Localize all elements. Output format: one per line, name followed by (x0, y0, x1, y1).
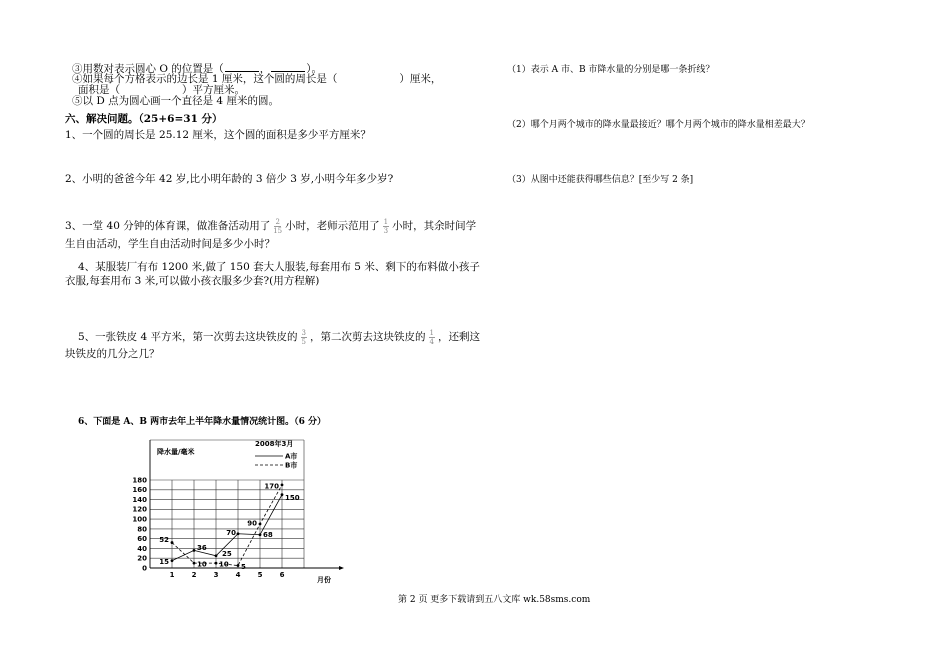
problem2-text: 2、小明的爸爸今年 42 岁,比小明年龄的 3 倍少 3 岁,小明今年多少岁? (65, 173, 394, 185)
problem5-line2: 块铁皮的几分之几？ (65, 348, 160, 360)
legend-label-series-2: B市 (285, 461, 298, 470)
series-1-data-label: 70 (226, 529, 236, 538)
x-axis-title: 月份 (317, 576, 331, 584)
x-tick-label: 4 (235, 571, 241, 579)
y-tick-label: 60 (137, 535, 147, 544)
fraction (429, 329, 435, 346)
fraction-denominator: 4 (429, 337, 434, 346)
problem3-text-c: 小时，其余时间学 (392, 220, 477, 232)
legend-label-series-1: A市 (285, 452, 298, 461)
y-tick-label: 40 (137, 544, 147, 553)
problem3-line2: 生自由活动，学生自由活动时间是多少小时？ (65, 238, 275, 250)
y-tick-label: 120 (132, 505, 147, 514)
problem5-text-b: ，第二次剪去这块铁皮的 (310, 331, 426, 343)
series-1-point (171, 559, 174, 562)
series-1-data-label: 150 (285, 494, 300, 503)
problem4-line1: 4、某服装厂有布 1200 米,做了 150 套大人服装,每套用布 5 米、剩下的布料做小孩子 (78, 261, 480, 273)
item4-area-after: ）平方厘米。 (182, 84, 245, 96)
item4-area-before: 面积是（ (78, 84, 120, 96)
item5-line: ⑤以 D 点为圆心画一个直径是 4 厘米的圆。 (72, 95, 279, 107)
problem5-line1 (78, 328, 480, 346)
section6-heading: 六、解决问题。（25+6=31 分） (65, 113, 223, 125)
fraction (273, 218, 282, 235)
fraction-numerator: 1 (383, 217, 389, 226)
problem4-line2: 衣服,每套用布 3 米,可以做小孩衣服多少套?(用方程解) (65, 275, 320, 287)
answer-blank (271, 62, 305, 72)
series-2-data-label: 10 (219, 560, 229, 569)
problem6-text: 6、下面是 A、B 两市去年上半年降水量情况统计图。（6 分） (78, 417, 327, 427)
x-tick-label: 2 (191, 571, 197, 579)
answer-blank (225, 62, 259, 72)
chart-question-1: （1）表示 A 市、B 市降水量的分别是哪一条折线？ (507, 65, 715, 75)
problem3-line1 (65, 217, 476, 235)
problem5-text-a: 5、一张铁皮 4 平方米，第一次剪去这块铁皮的 (78, 331, 298, 343)
series-2-point (259, 523, 262, 526)
series-1-data-label: 15 (159, 558, 169, 567)
y-tick-label: 140 (132, 495, 147, 504)
y-axis-title: 降水量/毫米 (157, 448, 195, 456)
chart-question-2: （2）哪个月两个城市的降水量最接近？哪个月两个城市的降水量相差最大？ (507, 120, 810, 130)
series-2-data-label: 170 (264, 482, 279, 491)
item3-text-middle: ， (259, 63, 271, 75)
fraction (301, 329, 307, 346)
problem1-text: 1、一个圆的周长是 25.12 厘米，这个圆的面积是多少平方厘米？ (65, 129, 371, 141)
series-2-point (171, 541, 174, 544)
x-tick-label: 3 (213, 571, 219, 579)
series-2-point (193, 562, 196, 565)
x-tick-label: 1 (169, 571, 175, 579)
fraction (383, 218, 389, 235)
x-tick-label: 6 (279, 571, 285, 579)
y-tick-label: 80 (137, 525, 147, 534)
series-2-data-label: 52 (159, 535, 169, 544)
item4-text-before: ④如果每个方格表示的边长是 1 厘米，这个圆的周长是（ (72, 73, 338, 85)
series-2-data-label: 5 (241, 562, 246, 571)
series-1-point (281, 493, 284, 496)
fraction-numerator: 3 (301, 328, 307, 337)
rainfall-line-chart (125, 432, 350, 587)
x-axis-arrow-icon (339, 566, 344, 570)
y-tick-label: 180 (132, 476, 147, 485)
series-2-point (215, 562, 218, 565)
series-1-data-label: 25 (222, 550, 232, 559)
x-tick-label: 5 (257, 571, 263, 579)
legend-title: 2008年3月 (255, 440, 294, 448)
page-footer: 第 2 页 更多下载请到五八文库 wk.58sms.com (398, 595, 591, 605)
series-2-point (237, 564, 240, 567)
series-2-data-label: 10 (197, 560, 207, 569)
y-tick-label: 20 (137, 554, 147, 563)
fraction-denominator: 3 (383, 226, 389, 235)
problem3-text-a: 3、一堂 40 分钟的体育课，做准备活动用了 (65, 220, 271, 232)
y-tick-label: 100 (132, 515, 147, 524)
series-2-data-label: 90 (247, 519, 257, 528)
series-2-point (281, 483, 284, 486)
item3-text-after: ）。 (306, 63, 323, 75)
fraction-denominator: 5 (301, 337, 307, 346)
series-1-point (193, 549, 196, 552)
fraction-numerator: 1 (429, 328, 434, 337)
fraction-denominator: 15 (273, 226, 283, 235)
series-1-point (237, 532, 240, 535)
series-1-data-label: 36 (197, 543, 207, 552)
item3-text-before: ③用数对表示圆心 O 的位置是（ (72, 63, 224, 75)
series-1-point (215, 554, 218, 557)
series-1-point (259, 533, 262, 536)
y-tick-label: 160 (132, 486, 147, 495)
fraction-numerator: 2 (275, 217, 280, 226)
series-1-data-label: 68 (263, 531, 273, 540)
problem5-text-c: ，还剩这 (437, 331, 480, 343)
chart-question-3: （3）从图中还能获得哪些信息？[至少写 2 条] (507, 175, 694, 185)
item4-text-after: ）厘米， (399, 73, 442, 85)
y-tick-label: 0 (142, 564, 147, 573)
problem3-text-b: 小时，老师示范用了 (285, 220, 380, 232)
